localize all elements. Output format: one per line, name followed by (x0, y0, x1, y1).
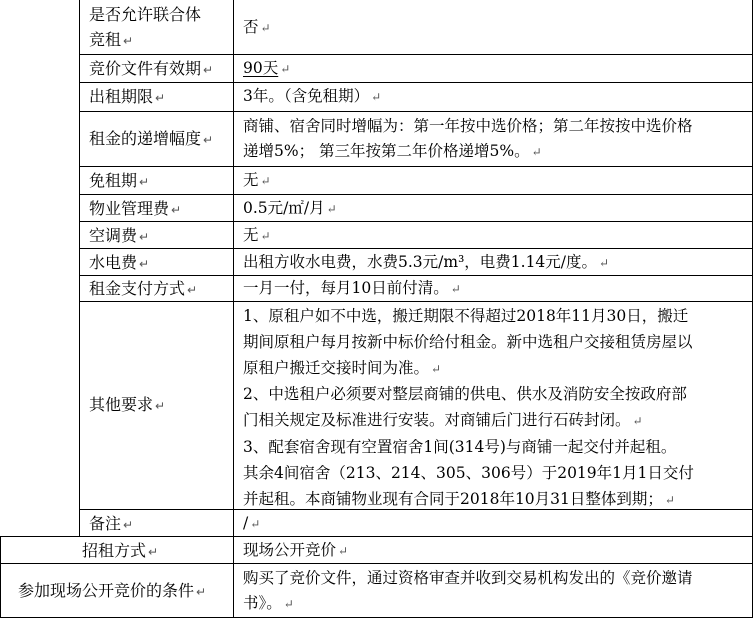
value-text: 现场公开竞价 (243, 541, 337, 559)
paragraph-mark: ↵ (123, 34, 134, 48)
value-increase (243, 114, 693, 165)
paragraph-mark: ↵ (326, 202, 337, 216)
value-text: 出租方收水电费，水费5.3元/m³，电费1.14元/度。 (243, 253, 598, 271)
paragraph-mark: ↵ (260, 174, 271, 188)
label-text: 招租方式 (82, 541, 147, 560)
label-line: 竞租 (89, 30, 122, 49)
value-line: 1、原租户如不中选，搬迁期限不得超过2018年11月30日，搬迁 (243, 307, 689, 325)
value-text: 无 (243, 226, 259, 244)
value-line: 原租户搬迁交接时间为准。 (243, 358, 430, 377)
value-property-fee (243, 196, 337, 222)
label-text: 其他要求 (89, 395, 154, 414)
value-ac-fee (243, 223, 271, 249)
paragraph-mark: ↵ (632, 414, 643, 429)
label-utility (89, 250, 149, 277)
label-remark (89, 511, 133, 538)
value-validity (243, 56, 290, 82)
value-text: 3年。（含免租期） (243, 87, 370, 105)
border-label-divider (233, 0, 234, 618)
label-text: 出租期限 (89, 87, 154, 106)
value-text: 0.5元/㎡/月 (243, 199, 325, 217)
paragraph-mark: ↵ (450, 282, 461, 296)
paragraph-mark: ↵ (531, 145, 542, 159)
label-property-fee (89, 196, 181, 223)
value-utility (243, 250, 609, 276)
value-line: 3、配套宿舍现有空置宿舍1间(314号)与商铺一起交付并起租。 (243, 437, 677, 456)
label-allow-consortium (89, 2, 201, 54)
value-method (243, 538, 348, 564)
value-text: 一月一付，每月10日前付清。 (243, 279, 449, 297)
value-conditions (243, 566, 693, 617)
paragraph-mark: ↵ (171, 203, 182, 217)
paragraph-mark: ↵ (139, 257, 150, 271)
paragraph-mark: ↵ (260, 229, 271, 243)
value-line: 其余4间宿舍（213、214、305、306号）于2019年1月1日交付 (243, 463, 694, 482)
label-payment (89, 276, 197, 303)
paragraph-mark: ↵ (250, 517, 261, 531)
paragraph-mark: ↵ (371, 90, 382, 104)
paragraph-mark: ↵ (148, 545, 159, 559)
border-left-outer (0, 536, 1, 618)
value-term (243, 84, 381, 110)
label-text: 免租期 (89, 171, 138, 190)
paragraph-mark: ↵ (196, 585, 207, 599)
paragraph-mark: ↵ (599, 256, 610, 270)
value-line: 商铺、宿舍同时增幅为：第一年按中选价格；第二年按按中选价格 (243, 117, 693, 135)
label-text: 水电费 (89, 253, 138, 272)
value-text: 90天 (243, 59, 279, 77)
paragraph-mark: ↵ (155, 91, 166, 105)
paragraph-mark: ↵ (664, 492, 675, 507)
row-divider (79, 54, 753, 55)
value-line: 递增5%； 第三年按第二年价格递增5%。 (243, 142, 530, 160)
label-text: 租金的递增幅度 (89, 129, 202, 148)
paragraph-mark: ↵ (203, 63, 214, 77)
value-text: 无 (243, 171, 259, 189)
paragraph-mark: ↵ (260, 21, 271, 35)
label-other (89, 392, 165, 419)
paragraph-mark: ↵ (280, 62, 291, 76)
border-right (752, 0, 753, 618)
value-line: 并起租。本商铺物业现有合同于2018年10月31日整体到期； (243, 489, 663, 508)
value-line: 门相关规定及标准进行安装。对商铺后门进行石砖封闭。 (243, 411, 631, 430)
label-text: 备注 (89, 514, 122, 533)
value-other (243, 304, 694, 513)
label-text: 空调费 (89, 226, 138, 245)
row-divider (79, 166, 753, 167)
row-divider (79, 194, 753, 195)
value-free-period (243, 168, 271, 194)
value-line: 2、中选租户必须要对整层商铺的供电、供水及消防安全按政府部 (243, 385, 687, 404)
paragraph-mark: ↵ (155, 399, 166, 413)
paragraph-mark: ↵ (283, 597, 294, 611)
label-conditions (18, 578, 206, 605)
label-method (82, 538, 158, 565)
label-text: 租金支付方式 (89, 279, 186, 298)
value-allow-consortium (243, 15, 271, 41)
paragraph-mark: ↵ (187, 283, 198, 297)
paragraph-mark: ↵ (139, 230, 150, 244)
value-text: / (243, 514, 249, 532)
value-line: 书》。 (243, 594, 282, 612)
border-left-inner (79, 0, 80, 536)
label-increase (89, 126, 213, 153)
value-line: 期间原租户每月按新中标价给付租金。新中选租户交接租赁房屋以 (243, 332, 693, 351)
label-validity (89, 56, 213, 83)
label-free-period (89, 168, 149, 195)
label-text: 物业管理费 (89, 199, 170, 218)
paragraph-mark: ↵ (203, 133, 214, 147)
value-payment (243, 276, 461, 302)
row-divider (79, 248, 753, 249)
label-text: 竞价文件有效期 (89, 59, 202, 78)
value-line: 购买了竞价文件，通过资格审查并收到交易机构发出的《竞价邀请 (243, 569, 693, 587)
value-remark (243, 511, 260, 537)
paragraph-mark: ↵ (338, 544, 349, 558)
paragraph-mark: ↵ (123, 518, 134, 532)
label-ac-fee (89, 223, 149, 250)
row-divider (79, 111, 753, 112)
label-line: 是否允许联合体 (89, 5, 202, 24)
value-text: 否 (243, 18, 259, 36)
paragraph-mark: ↵ (139, 175, 150, 189)
label-term (89, 84, 165, 111)
paragraph-mark: ↵ (431, 361, 442, 376)
label-text: 参加现场公开竞价的条件 (18, 581, 195, 600)
